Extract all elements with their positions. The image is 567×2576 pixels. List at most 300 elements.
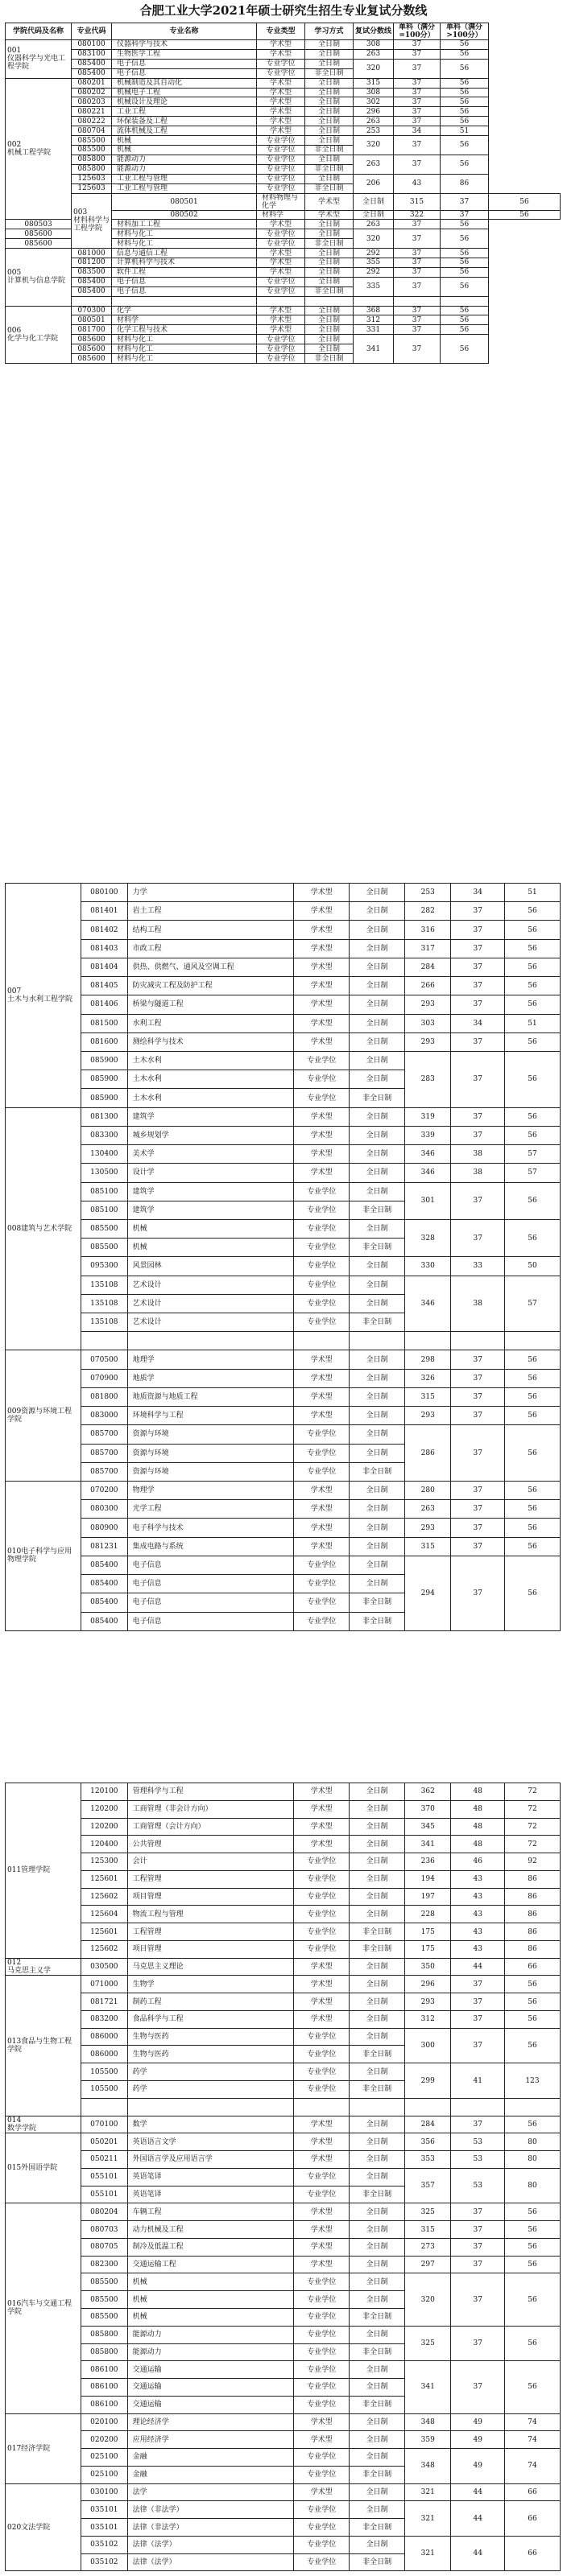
cell-type: 学术型: [257, 126, 305, 136]
cell-name: 机械: [127, 2291, 294, 2309]
cell-score: 236: [405, 1853, 451, 1871]
cell-mode: 全日制: [305, 78, 354, 88]
cell-name: 水利工程: [127, 1014, 294, 1032]
cell-score: 320: [354, 136, 394, 155]
cell-score: 348: [405, 2413, 451, 2431]
cell-type: [294, 1332, 350, 1350]
table-row: [6, 296, 561, 306]
cell-mode: 全日制: [350, 2133, 405, 2151]
cell-mode: 全日制: [350, 2256, 405, 2273]
cell-type: 学术型: [257, 267, 305, 277]
cell-s150: 56: [505, 1182, 561, 1219]
cell-name: 能源动力: [127, 2343, 294, 2361]
cell-s150: 56: [441, 249, 489, 258]
cell-score: 316: [405, 921, 451, 939]
cell-s150: 80: [505, 2133, 561, 2151]
cell-code: 080502: [112, 210, 257, 220]
cell-s100: 37: [394, 117, 441, 126]
cell-s100: 41: [451, 2063, 505, 2099]
cell-mode: 全日制: [350, 1958, 405, 1976]
cell-score: 312: [354, 315, 394, 325]
cell-type: 学术型: [294, 1976, 350, 1993]
cell-s100: 44: [451, 2483, 505, 2501]
cell-s150: 56: [505, 977, 561, 995]
table-row: [6, 1800, 561, 1818]
table-row: [6, 939, 561, 958]
table-row: [6, 1818, 561, 1836]
cell-score: 322: [394, 210, 441, 220]
cell-name: 电子信息: [127, 1593, 294, 1612]
cell-s150: 56: [505, 2203, 561, 2221]
cell-type: 专业学位: [294, 1070, 350, 1089]
cell-name: 食品科学与工程: [127, 2010, 294, 2028]
cell-name: 材料与化工: [112, 229, 257, 239]
table-row: [6, 1976, 561, 1993]
cell-s150: 56: [441, 220, 489, 229]
column-header: 复试分数线: [354, 23, 394, 40]
cell-name: 化学: [112, 306, 257, 315]
cell-s150: 56: [441, 315, 489, 325]
cell-type: 专业学位: [294, 1276, 350, 1294]
cell-s150: 56: [505, 1126, 561, 1144]
cell-s100: 37: [394, 277, 441, 296]
cell-code: 081721: [81, 1993, 127, 2011]
cell-name: 项目管理: [127, 1888, 294, 1906]
cell-mode: 全日制: [350, 1537, 405, 1556]
college-cell: 009资源与环境工程学院: [6, 1350, 81, 1482]
cell-mode: 全日制: [350, 977, 405, 995]
table-row: [6, 1126, 561, 1144]
cell-type: 学术型: [294, 2431, 350, 2449]
cell-name: 会计: [127, 1853, 294, 1871]
cell-type: 专业学位: [257, 155, 305, 164]
cell-type: 专业学位: [257, 239, 305, 249]
cell-score: 325: [405, 2203, 451, 2221]
cell-code: 035102: [81, 2553, 127, 2571]
cell-name: 土木水利: [127, 1089, 294, 1107]
cell-type: 学术型: [257, 315, 305, 325]
table-row: [6, 2221, 561, 2239]
cell-type: 学术型: [294, 2010, 350, 2028]
cell-code: 120400: [81, 1836, 127, 1853]
cell-s150: 56: [505, 2010, 561, 2028]
cell-s150: 92: [505, 1853, 561, 1871]
cell-s100: 37: [394, 97, 441, 107]
cell-code: 083300: [81, 1126, 127, 1144]
cell-mode: 全日制: [350, 1870, 405, 1888]
cell-type: 学术型: [294, 2221, 350, 2239]
cell-name: 金融: [127, 2449, 294, 2467]
table-row: [6, 1836, 561, 1853]
cell-code: 130500: [81, 1164, 127, 1182]
cell-s100: 49: [451, 2431, 505, 2449]
cell-code: 085800: [72, 164, 112, 174]
cell-code: 085400: [81, 1612, 127, 1630]
cell-name: 生物与医药: [127, 2028, 294, 2046]
cell-name: 车辆工程: [127, 2203, 294, 2221]
cell-name: 生物医学工程: [112, 49, 257, 59]
cell-s100: 37: [451, 1425, 505, 1482]
college-cell: 008建筑与艺术学院: [6, 1107, 81, 1350]
cell-code: 080900: [81, 1519, 127, 1537]
cell-mode: 全日制: [305, 117, 354, 126]
cell-s100: 34: [394, 126, 441, 136]
cell-type: 专业学位: [294, 2361, 350, 2379]
table-row: [6, 1853, 561, 1871]
cell-mode: 非全日制: [350, 2186, 405, 2203]
cell-type: 专业学位: [294, 1940, 350, 1958]
cell-s100: 37: [451, 2361, 505, 2413]
cell-mode: 全日制: [350, 2501, 405, 2519]
cell-s150: 86: [505, 1888, 561, 1906]
cell-name: 机械: [127, 1219, 294, 1238]
cell-mode: 全日制: [350, 1164, 405, 1182]
cell-name: 土木水利: [127, 1051, 294, 1070]
cell-score: 266: [405, 977, 451, 995]
cell-s100: 48: [451, 1836, 505, 1853]
cell-name: 光学工程: [127, 1500, 294, 1519]
cell-code: 035101: [81, 2501, 127, 2519]
cell-name: 法律（法学）: [127, 2553, 294, 2571]
cell-score: 317: [405, 939, 451, 958]
cell-score: 263: [354, 220, 394, 229]
cell-score: 292: [354, 267, 394, 277]
cell-s150: 56: [505, 2221, 561, 2239]
cell-name: 结构工程: [127, 921, 294, 939]
cell-code: 081500: [81, 1014, 127, 1032]
cell-type: 专业学位: [294, 1593, 350, 1612]
cell-s100: 48: [451, 1818, 505, 1836]
cell-score: 341: [405, 2361, 451, 2413]
cell-name: 能源动力: [112, 164, 257, 174]
cell-code: 085500: [81, 2273, 127, 2291]
cell-code: 125602: [81, 1940, 127, 1958]
cell-type: 学术型: [294, 1500, 350, 1519]
cell-name: 能源动力: [127, 2326, 294, 2343]
cell-code: 086100: [81, 2396, 127, 2413]
table-row: [6, 1387, 561, 1406]
cell-s150: 56: [505, 1051, 561, 1107]
cell-name: 机械: [127, 1239, 294, 1257]
cell-mode: 全日制: [350, 884, 405, 902]
cell-score: 293: [405, 1407, 451, 1425]
cell-code: 125603: [72, 174, 112, 183]
cell-type: 专业学位: [294, 2168, 350, 2186]
college-cell: 007 土木与水利工程学院: [6, 884, 81, 1108]
cell-score: 194: [405, 1870, 451, 1888]
table-row: [6, 2203, 561, 2221]
cell-score: 320: [354, 59, 394, 78]
cell-mode: 全日制: [350, 1575, 405, 1593]
cell-type: 专业学位: [294, 2396, 350, 2413]
cell-mode: 全日制: [350, 2291, 405, 2309]
table-row: [6, 97, 561, 107]
cell-code: 085400: [72, 277, 112, 286]
cell-s150: 56: [505, 2256, 561, 2273]
table-row: [6, 958, 561, 976]
cell-mode: 全日制: [305, 155, 354, 164]
cell-code: 080221: [72, 107, 112, 117]
cell-s100: 49: [451, 2413, 505, 2431]
cell-score: 370: [405, 1800, 451, 1818]
cell-code: 035101: [81, 2519, 127, 2537]
cell-name: 材料与化工: [112, 354, 257, 364]
cell-mode: 全日制: [305, 315, 354, 325]
cell-name: 能源动力: [112, 155, 257, 164]
cell-type: 专业学位: [294, 1853, 350, 1871]
cell-name: 资源与环境: [127, 1425, 294, 1444]
cell-code: 085100: [81, 1201, 127, 1219]
table-row: [6, 193, 561, 210]
cell-s100: 37: [394, 229, 441, 249]
cell-s100: 53: [451, 2151, 505, 2169]
cell-type: 学术型: [294, 1800, 350, 1818]
cell-s100: 37: [451, 977, 505, 995]
cell-type: 学术型: [257, 249, 305, 258]
cell-mode: 全日制: [350, 1853, 405, 1871]
cell-mode: 全日制: [350, 939, 405, 958]
cell-s150: [505, 1332, 561, 1350]
cell-s100: 37: [451, 2221, 505, 2239]
cell-name: 资源与环境: [127, 1462, 294, 1481]
cell-type: 学术型: [294, 1164, 350, 1182]
cell-code: 070500: [81, 1350, 127, 1369]
cell-score: 362: [405, 1783, 451, 1801]
cell-type: 专业学位: [294, 1870, 350, 1888]
cell-s150: 66: [505, 2536, 561, 2571]
cell-type: 学术型: [257, 40, 305, 50]
cell-s100: 37: [441, 210, 489, 220]
cell-mode: 非全日制: [350, 2046, 405, 2063]
cell-type: 专业学位: [294, 1257, 350, 1276]
cell-score: 253: [405, 884, 451, 902]
table-row: [6, 174, 561, 183]
table-row: [6, 2449, 561, 2467]
cell-name: 土木水利: [127, 1070, 294, 1089]
cell-code: 086100: [81, 2361, 127, 2379]
cell-name: 材料物理与化学: [257, 193, 305, 210]
cell-name: 地质学: [127, 1369, 294, 1387]
cell-name: 项目管理: [127, 1940, 294, 1958]
cell-name: 材料加工工程: [112, 220, 257, 229]
table-row: [6, 1537, 561, 1556]
cell-s150: 56: [505, 1482, 561, 1500]
cell-s150: 86: [505, 1923, 561, 1941]
table-row: [6, 1906, 561, 1923]
cell-code: 085600: [6, 239, 72, 249]
cell-name: 物理学: [127, 1482, 294, 1500]
cell-s100: 38: [451, 1276, 505, 1332]
cell-mode: 全日制: [350, 2326, 405, 2343]
cell-type: 学术型: [257, 258, 305, 268]
cell-score: 346: [405, 1145, 451, 1164]
cell-s150: 56: [505, 2326, 561, 2361]
cell-type: 学术型: [294, 1145, 350, 1164]
cell-score: 355: [354, 258, 394, 268]
cell-type: 专业学位: [294, 1923, 350, 1941]
cell-mode: 非全日制: [305, 286, 354, 296]
cell-s150: 56: [441, 59, 489, 78]
cell-score: 315: [394, 193, 441, 210]
college-cell: 002 机械工程学院: [6, 78, 72, 220]
cell-score: 228: [405, 1906, 451, 1923]
cell-score: 286: [405, 1425, 451, 1482]
cell-name: 建筑学: [127, 1107, 294, 1126]
cell-s150: 123: [505, 2063, 561, 2099]
cell-mode: 全日制: [354, 193, 394, 210]
cell-score: 320: [405, 2273, 451, 2326]
cell-score: 346: [405, 1276, 451, 1332]
table-row: [6, 1940, 561, 1958]
cell-type: 专业学位: [294, 1239, 350, 1257]
cell-code: 080201: [72, 78, 112, 88]
cell-code: 085400: [72, 59, 112, 68]
cell-code: 025100: [81, 2466, 127, 2483]
cell-type: 学术型: [294, 1519, 350, 1537]
cell-score: 321: [405, 2483, 451, 2501]
cell-score: 284: [405, 2116, 451, 2133]
cell-s100: 37: [451, 1051, 505, 1107]
cell-mode: 全日制: [350, 1051, 405, 1070]
cell-s150: 74: [505, 2431, 561, 2449]
cell-mode: 全日制: [305, 325, 354, 335]
table-row: [6, 2133, 561, 2151]
cell-mode: 全日制: [305, 229, 354, 239]
cell-name: 生物与医药: [127, 2046, 294, 2063]
cell-name: 地质资源与地质工程: [127, 1387, 294, 1406]
cell-code: 086100: [81, 2379, 127, 2397]
cell-mode: 全日制: [350, 1906, 405, 1923]
cell-type: 专业学位: [294, 1201, 350, 1219]
cell-type: 专业学位: [294, 1313, 350, 1332]
cell-name: 工程管理: [127, 1870, 294, 1888]
cell-score: 325: [405, 2326, 451, 2361]
table-row: [6, 258, 561, 268]
cell-mode: 全日制: [350, 1818, 405, 1836]
table-row: [6, 2361, 561, 2379]
cell-s150: 86: [505, 1906, 561, 1923]
cell-type: 专业学位: [257, 183, 305, 193]
cell-s150: 56: [505, 902, 561, 921]
cell-name: 应用经济学: [127, 2431, 294, 2449]
cell-code: 085700: [81, 1425, 127, 1444]
table-row: [6, 88, 561, 97]
cell-name: 药学: [127, 2063, 294, 2081]
cell-mode: 非全日制: [350, 2553, 405, 2571]
cell-type: 学术型: [294, 2413, 350, 2431]
table-row: [6, 1219, 561, 1238]
cell-code: 085800: [81, 2343, 127, 2361]
cell-score: 346: [405, 1164, 451, 1182]
cell-type: 专业学位: [294, 2186, 350, 2203]
cell-s150: 56: [505, 958, 561, 976]
cell-name: 机械: [112, 145, 257, 155]
cell-type: 学术型: [294, 1958, 350, 1976]
cell-type: 学术型: [294, 2238, 350, 2256]
cell-name: 材料学: [112, 315, 257, 325]
cell-mode: 全日制: [350, 2449, 405, 2467]
cell-score: 359: [405, 2431, 451, 2449]
cell-name: 力学: [127, 884, 294, 902]
cell-s150: 56: [441, 97, 489, 107]
cell-name: 桥梁与隧道工程: [127, 995, 294, 1014]
cell-mode: 非全日制: [350, 2343, 405, 2361]
cell-s100: 37: [451, 2326, 505, 2361]
cell-type: 学术型: [294, 2256, 350, 2273]
cell-code: 085500: [81, 2291, 127, 2309]
cell-type: 专业学位: [294, 1575, 350, 1593]
cell-mode: 非全日制: [350, 2081, 405, 2099]
cell-code: 085900: [81, 1051, 127, 1070]
table-row: [6, 977, 561, 995]
cell-mode: 非全日制: [350, 1462, 405, 1481]
cell-type: 专业学位: [294, 2308, 350, 2326]
cell-name: 法律（非法学）: [127, 2501, 294, 2519]
table-row: [6, 884, 561, 902]
cell-score: 284: [405, 958, 451, 976]
cell-code: 085400: [81, 1556, 127, 1574]
table-row: [6, 78, 561, 88]
cell-type: 专业学位: [257, 68, 305, 78]
cell-s100: 37: [394, 40, 441, 50]
cell-code: 083500: [72, 267, 112, 277]
cell-mode: 全日制: [350, 1294, 405, 1313]
cell-type: 学术型: [294, 902, 350, 921]
cell-type: 学术型: [305, 210, 354, 220]
column-header: 单科（满分>100分）: [441, 23, 489, 40]
table-row: [6, 249, 561, 258]
cell-s100: 37: [451, 2238, 505, 2256]
cell-name: 电子信息: [127, 1556, 294, 1574]
cell-s150: 86: [441, 174, 489, 193]
cell-s150: 57: [505, 1164, 561, 1182]
cell-s100: 49: [451, 2449, 505, 2484]
cell-code: [72, 296, 112, 306]
cell-s150: 56: [505, 2361, 561, 2413]
cell-mode: 全日制: [350, 2063, 405, 2081]
cell-s150: 56: [505, 1993, 561, 2011]
cell-score: 321: [405, 2536, 451, 2571]
cell-s150: 66: [505, 1958, 561, 1976]
cell-s150: 56: [505, 2116, 561, 2133]
cell-code: [81, 1332, 127, 1350]
cell-s150: 74: [505, 2449, 561, 2484]
table-row: [6, 902, 561, 921]
cell-mode: 全日制: [350, 2273, 405, 2291]
cell-code: 125604: [81, 1906, 127, 1923]
cell-score: 308: [354, 88, 394, 97]
cell-name: 法律（法学）: [127, 2536, 294, 2553]
cell-s150: 56: [441, 78, 489, 88]
cell-code: 105500: [81, 2081, 127, 2099]
table-row: [6, 335, 561, 344]
cell-s100: 37: [394, 335, 441, 364]
cell-s100: 38: [451, 1145, 505, 1164]
table-row: [6, 59, 561, 68]
cell-s100: 44: [451, 2501, 505, 2537]
cell-s100: [394, 296, 441, 306]
cell-s100: 37: [394, 49, 441, 59]
cell-type: 学术型: [294, 1836, 350, 1853]
cell-name: 材料学: [257, 210, 305, 220]
cell-score: 353: [405, 2151, 451, 2169]
cell-score: 368: [354, 306, 394, 315]
cell-score: 301: [405, 1182, 451, 1219]
cell-s100: 38: [451, 1164, 505, 1182]
cell-s150: 56: [505, 1425, 561, 1482]
table-row: [6, 325, 561, 335]
cell-mode: 全日制: [350, 1032, 405, 1051]
